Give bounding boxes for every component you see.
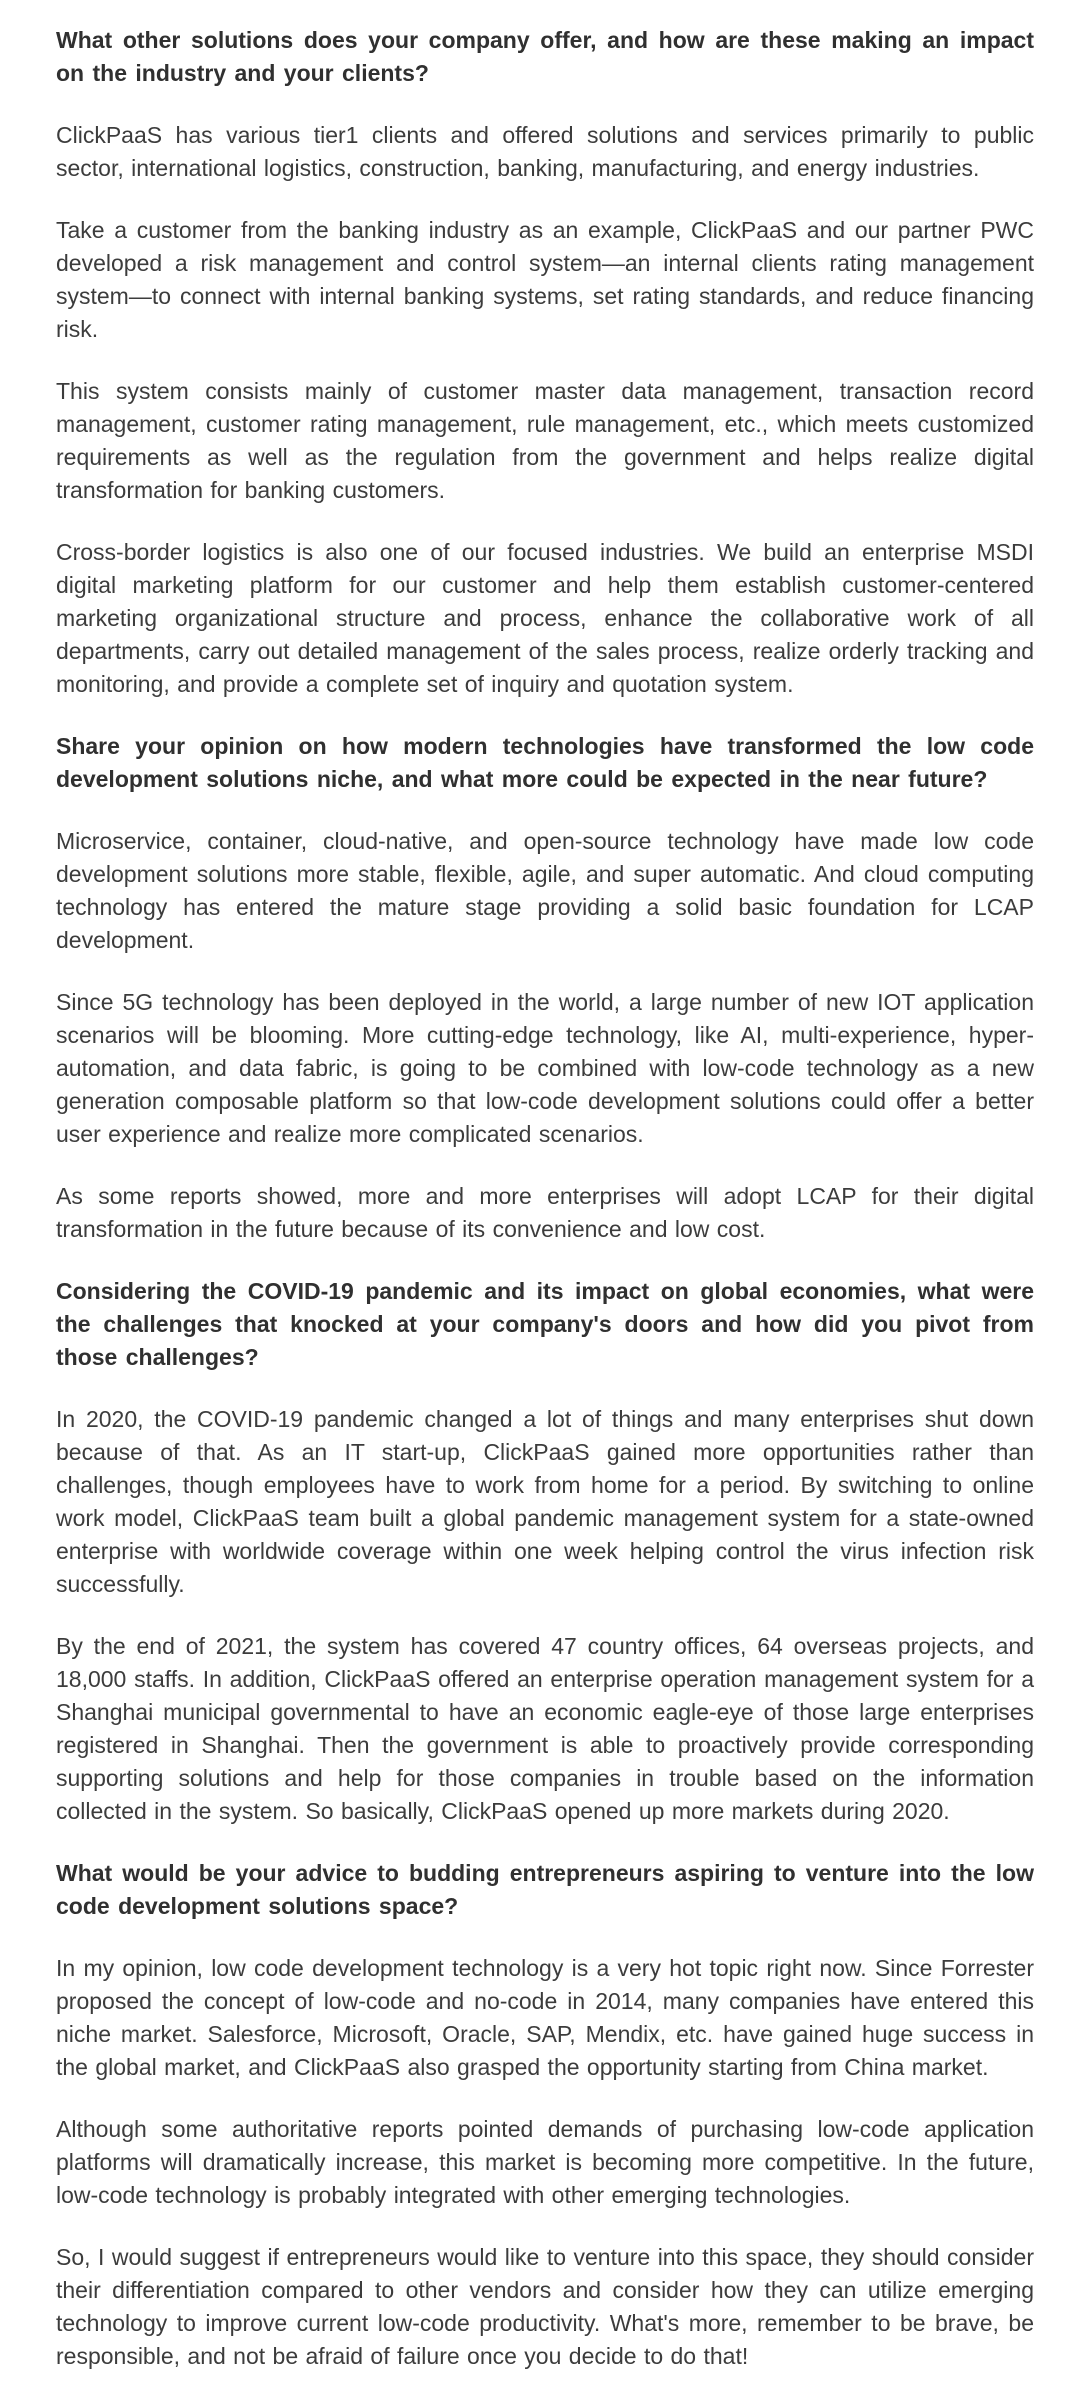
- answer-paragraph: Although some authoritative reports pointed demands of purchasing low-code application platforms will dramatically increase, this market is becoming more competitive. In the future, low-code technology is probably integrated with other emerging technologies.: [56, 2116, 1034, 2208]
- answer-paragraph: Cross-border logistics is also one of our focused industries. We build an enterprise MSDI digital marketing platform for our customer and help them establish customer-centered marketing organizational structure and process, enhance the collaborative work of all departments, carry out detailed management of the sales process, realize orderly tracking and monitoring, and provide a complete set of inquiry and quotation system.: [56, 539, 1034, 697]
- answer-paragraph: This system consists mainly of customer master data management, transaction record management, customer rating management, rule management, etc., which meets customized requirements as well as the regulation from the government and helps realize digital transformation for banking customers.: [56, 378, 1034, 503]
- answer-paragraph: In 2020, the COVID-19 pandemic changed a lot of things and many enterprises shut down because of that. As an IT start-up, ClickPaaS gained more opportunities rather than challenges, though employees have to work from home for a period. By switching to online work model, ClickPaaS team built a global pandemic management system for a state-owned enterprise with worldwide coverage within one week helping control the virus infection risk successfully.: [56, 1406, 1034, 1597]
- answer-paragraph: Microservice, container, cloud-native, and open-source technology have made low code development solutions more stable, flexible, agile, and super automatic. And cloud computing technology has entered the mature stage providing a solid basic foundation for LCAP development.: [56, 828, 1034, 953]
- interview-question-4: What would be your advice to budding entrepreneurs aspiring to venture into the low code development solutions space?: [56, 1860, 1034, 1919]
- answer-paragraph: Since 5G technology has been deployed in the world, a large number of new IOT application scenarios will be blooming. More cutting-edge technology, like AI, multi-experience, hyper-automation, and data fabric, is going to be combined with low-code technology as a new generation composable platform so that low-code development solutions could offer a better user experience and realize more complicated scenarios.: [56, 989, 1034, 1147]
- interview-question-2: Share your opinion on how modern technologies have transformed the low code development solutions niche, and what more could be expected in the near future?: [56, 733, 1034, 792]
- answer-paragraph: By the end of 2021, the system has covered 47 country offices, 64 overseas projects, and 18,000 staffs. In addition, ClickPaaS offered an enterprise operation management system for a Shanghai municipal governmental to have an economic eagle-eye of those large enterprises registered in Shanghai. Then the government is able to proactively provide corresponding supporting solutions and help for those companies in trouble based on the information collected in the system. So basically, ClickPaaS opened up more markets during 2020.: [56, 1633, 1034, 1824]
- answer-paragraph: So, I would suggest if entrepreneurs would like to venture into this space, they should consider their differentiation compared to other vendors and consider how they can utilize emerging technology to improve current low-code productivity. What's more, remember to be brave, be responsible, and not be afraid of failure once you decide to do that!: [56, 2244, 1034, 2369]
- interview-question-3: Considering the COVID-19 pandemic and its impact on global economies, what were the challenges that knocked at your company's doors and how did you pivot from those challenges?: [56, 1278, 1034, 1370]
- answer-paragraph: In my opinion, low code development technology is a very hot topic right now. Since Forrester proposed the concept of low-code and no-code in 2014, many companies have entered this niche market. Salesforce, Microsoft, Oracle, SAP, Mendix, etc. have gained huge success in the global market, and ClickPaaS also grasped the opportunity starting from China market.: [56, 1955, 1034, 2080]
- answer-paragraph: As some reports showed, more and more enterprises will adopt LCAP for their digital transformation in the future because of its convenience and low cost.: [56, 1183, 1034, 1242]
- interview-question-1: What other solutions does your company offer, and how are these making an impact on the industry and your clients?: [56, 27, 1034, 86]
- answer-paragraph: ClickPaaS has various tier1 clients and offered solutions and services primarily to public sector, international logistics, construction, banking, manufacturing, and energy industries.: [56, 122, 1034, 181]
- answer-paragraph: Take a customer from the banking industry as an example, ClickPaaS and our partner PWC developed a risk management and control system—an internal clients rating management system—to connect with internal banking systems, set rating standards, and reduce financing risk.: [56, 217, 1034, 342]
